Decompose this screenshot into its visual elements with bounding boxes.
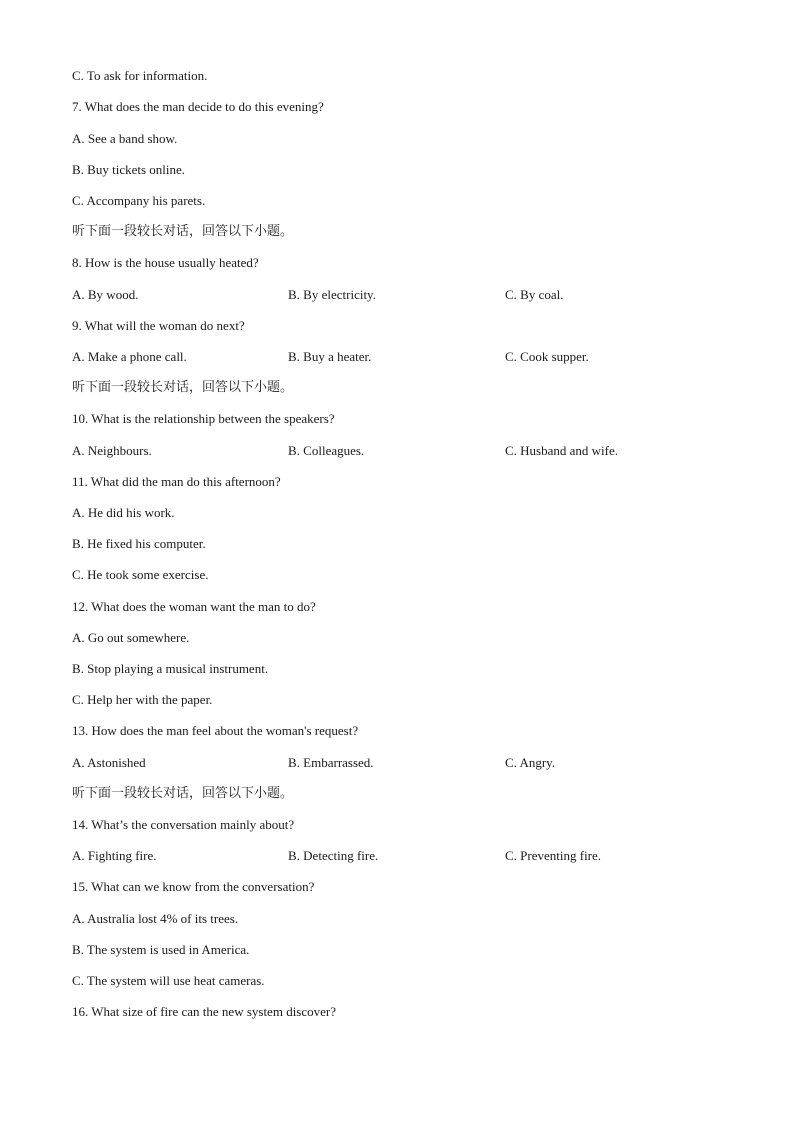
question-12: 12. What does the woman want the man to do? bbox=[72, 599, 316, 614]
question-8-option-a: A. By wood. bbox=[72, 287, 139, 302]
question-10-option-c: C. Husband and wife. bbox=[505, 443, 619, 458]
question-9-option-a: A. Make a phone call. bbox=[72, 349, 187, 364]
question-13-option-a: A. Astonished bbox=[72, 755, 146, 770]
question-14-option-b: B. Detecting fire. bbox=[288, 848, 379, 863]
question-8: 8. How is the house usually heated? bbox=[72, 255, 259, 270]
section-instruction: 听下面一段较长对话，回答以下小题。 bbox=[72, 786, 294, 801]
question-9: 9. What will the woman do next? bbox=[72, 318, 245, 333]
question-7-option-c: C. Accompany his parets. bbox=[72, 193, 206, 208]
question-11: 11. What did the man do this afternoon? bbox=[72, 474, 281, 489]
question-13-option-c: C. Angry. bbox=[505, 755, 556, 770]
question-9-option-b: B. Buy a heater. bbox=[288, 349, 372, 364]
question-12-option-c: C. Help her with the paper. bbox=[72, 692, 213, 707]
section-instruction: 听下面一段较长对话，回答以下小题。 bbox=[72, 224, 294, 239]
question-13-option-b: B. Embarrassed. bbox=[288, 755, 374, 770]
question-12-option-b: B. Stop playing a musical instrument. bbox=[72, 661, 269, 676]
question-9-option-c: C. Cook supper. bbox=[505, 349, 589, 364]
question-14: 14. What’s the conversation mainly about? bbox=[72, 817, 295, 832]
question-11-option-a: A. He did his work. bbox=[72, 505, 175, 520]
question-7-option-a: A. See a band show. bbox=[72, 131, 178, 146]
question-8-option-c: C. By coal. bbox=[505, 287, 564, 302]
question-15: 15. What can we know from the conversation? bbox=[72, 879, 315, 894]
question-11-option-b: B. He fixed his computer. bbox=[72, 536, 206, 551]
section-instruction: 听下面一段较长对话，回答以下小题。 bbox=[72, 380, 294, 395]
question-14-option-a: A. Fighting fire. bbox=[72, 848, 157, 863]
question-16: 16. What size of fire can the new system discover? bbox=[72, 1004, 336, 1019]
question-15-option-b: B. The system is used in America. bbox=[72, 942, 250, 957]
question-14-option-c: C. Preventing fire. bbox=[505, 848, 602, 863]
question-12-option-a: A. Go out somewhere. bbox=[72, 630, 190, 645]
question-7-option-b: B. Buy tickets online. bbox=[72, 162, 186, 177]
question-15-option-a: A. Australia lost 4% of its trees. bbox=[72, 911, 239, 926]
question-11-option-c: C. He took some exercise. bbox=[72, 567, 209, 582]
question-10: 10. What is the relationship between the speakers? bbox=[72, 411, 335, 426]
question-6-option-c: C. To ask for information. bbox=[72, 68, 208, 83]
question-7: 7. What does the man decide to do this evening? bbox=[72, 99, 324, 114]
question-10-option-a: A. Neighbours. bbox=[72, 443, 152, 458]
question-8-option-b: B. By electricity. bbox=[288, 287, 376, 302]
question-15-option-c: C. The system will use heat cameras. bbox=[72, 973, 265, 988]
question-13: 13. How does the man feel about the woman's request? bbox=[72, 723, 359, 738]
question-10-option-b: B. Colleagues. bbox=[288, 443, 365, 458]
